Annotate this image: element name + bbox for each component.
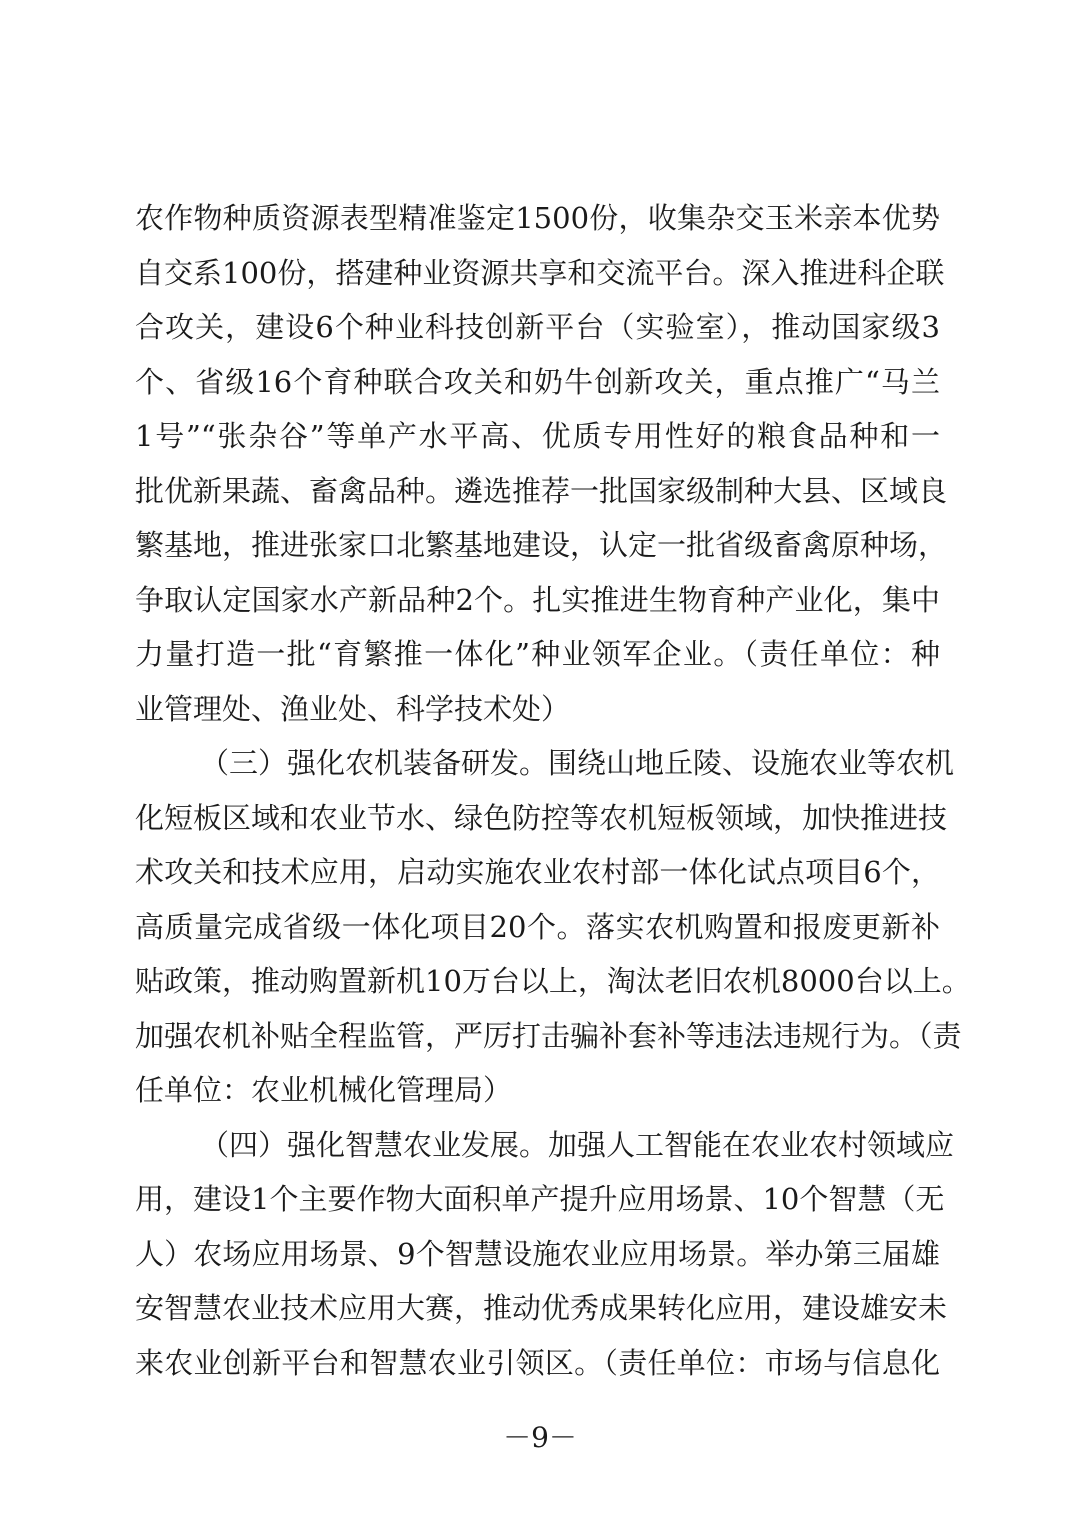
section-heading-line: （四）强化智慧农业发展。加强人工智能在农业农村领域应 bbox=[200, 1128, 955, 1162]
text-line: 贴政策，推动购置新机10万台以上，淘汰老旧农机8000台以上。 bbox=[135, 964, 971, 998]
text-line: 业管理处、渔业处、科学技术处） bbox=[135, 692, 571, 726]
text-line: 加强农机补贴全程监管，严厉打击骗补套补等违法违规行为。（责 bbox=[135, 1019, 962, 1053]
text-line: 任单位：农业机械化管理局） bbox=[135, 1073, 513, 1107]
page-number: －9－ bbox=[503, 1421, 577, 1454]
text-line: 安智慧农业技术应用大赛，推动优秀成果转化应用，建设雄安未 bbox=[135, 1291, 948, 1325]
text-line: 用，建设1个主要作物大面积单产提升应用场景、10个智慧（无 bbox=[135, 1182, 945, 1216]
text-line: 合攻关，建设6个种业科技创新平台（实验室），推动国家级3 bbox=[135, 310, 940, 344]
text-line: 批优新果蔬、畜禽品种。遴选推荐一批国家级制种大县、区域良 bbox=[135, 474, 948, 508]
text-line: 农作物种质资源表型精准鉴定1500份，收集杂交玉米亲本优势 bbox=[135, 201, 940, 235]
section-heading-line: （三）强化农机装备研发。围绕山地丘陵、设施农业等农机 bbox=[200, 746, 955, 780]
text-line: 争取认定国家水产新品种2个。扎实推进生物育种产业化，集中 bbox=[135, 583, 940, 617]
text-line: 自交系100份，搭建种业资源共享和交流平台。深入推进科企联 bbox=[135, 256, 945, 290]
text-line: 力量打造一批“育繁推一体化”种业领军企业。（责任单位：种 bbox=[135, 637, 940, 671]
text-line: 高质量完成省级一体化项目20个。落实农机购置和报废更新补 bbox=[135, 910, 940, 944]
text-line: 术攻关和技术应用，启动实施农业农村部一体化试点项目6个， bbox=[135, 855, 940, 889]
text-line: 来农业创新平台和智慧农业引领区。（责任单位：市场与信息化 bbox=[135, 1346, 940, 1380]
text-line: 人）农场应用场景、9个智慧设施农业应用场景。举办第三届雄 bbox=[135, 1237, 940, 1271]
text-line: 化短板区域和农业节水、绿色防控等农机短板领域，加快推进技 bbox=[135, 801, 948, 835]
text-line: 1号”“张杂谷”等单产水平高、优质专用性好的粮食品种和一 bbox=[135, 419, 940, 453]
text-line: 个、省级16个育种联合攻关和奶牛创新攻关，重点推广“马兰 bbox=[135, 365, 940, 399]
text-line: 繁基地，推进张家口北繁基地建设，认定一批省级畜禽原种场， bbox=[135, 528, 948, 562]
